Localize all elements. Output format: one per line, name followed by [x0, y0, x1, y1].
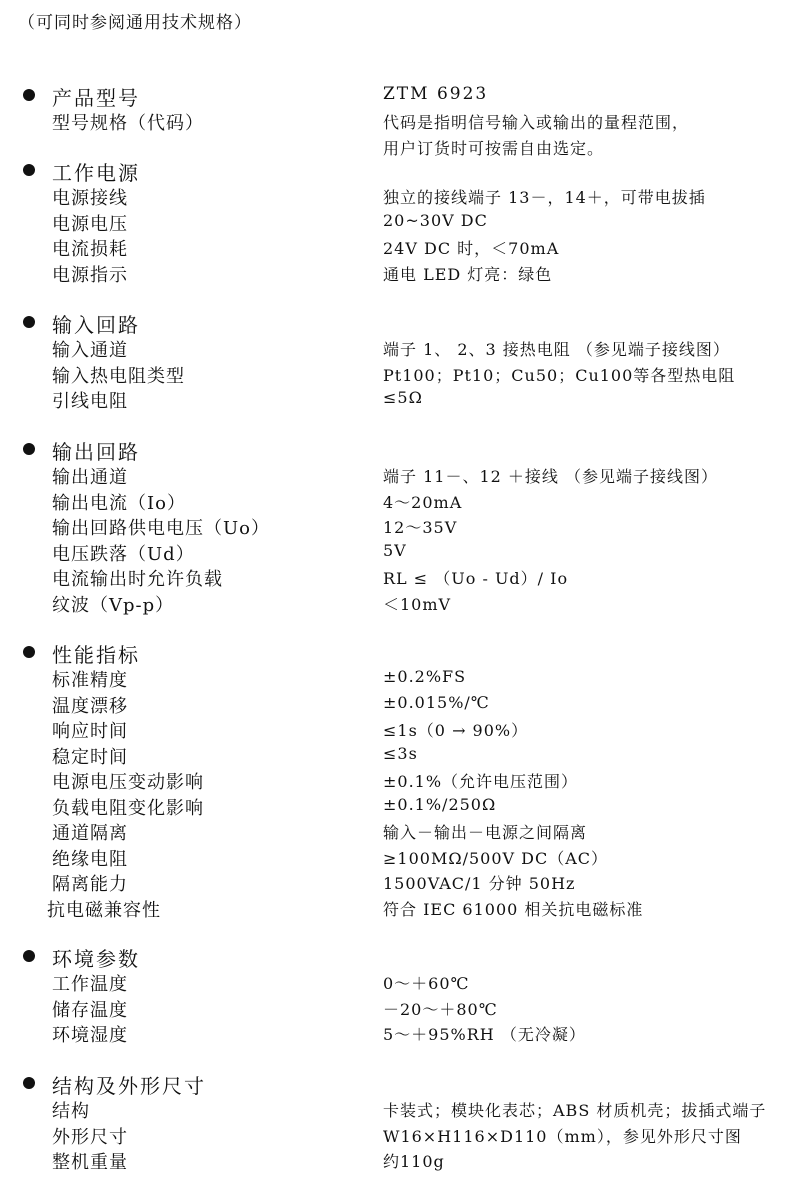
spec-row — [0, 108, 790, 134]
spec-value: ≤5Ω — [383, 388, 423, 407]
spec-value: 4～20mA — [383, 492, 463, 512]
spec-row — [0, 209, 790, 235]
spec-label: 通道隔离 — [52, 823, 128, 844]
spec-label: 电源电压 — [52, 213, 128, 235]
spec-value: RL ≤ （Uo - Ud）/ Io — [383, 569, 569, 588]
section-structure-dimensions — [0, 1070, 790, 1173]
spec-row — [0, 134, 790, 160]
spec-row — [0, 995, 790, 1021]
section-header — [0, 436, 790, 462]
spec-value: ±0.1%（允许电压范围） — [383, 772, 579, 791]
spec-label: 结构 — [52, 1101, 90, 1122]
bullet-icon — [23, 1077, 35, 1089]
spec-row — [0, 665, 790, 691]
spec-label: 电流输出时允许负载 — [52, 569, 223, 590]
bullet-icon — [23, 164, 35, 176]
spec-row — [0, 386, 790, 412]
spec-row — [0, 716, 790, 742]
spec-value: ≥100MΩ/500V DC（AC） — [383, 848, 609, 868]
spec-value: ±0.2%FS — [383, 667, 467, 686]
spec-row — [0, 742, 790, 768]
section-header — [0, 309, 790, 335]
section-output-circuit — [0, 436, 790, 615]
spec-row — [0, 462, 790, 488]
bullet-icon — [23, 950, 35, 962]
spec-row — [0, 1147, 790, 1173]
section-title: 环境参数 — [52, 947, 140, 971]
section-title: 产品型号 — [52, 86, 140, 110]
spec-row — [0, 844, 790, 870]
spec-label: 纹波（Vp-p） — [52, 594, 175, 616]
spec-value: 独立的接线端子 13－，14＋，可带电拔插 — [383, 188, 706, 207]
spec-value: W16×H116×D110（mm），参见外形尺寸图 — [383, 1126, 742, 1146]
section-header — [0, 82, 790, 108]
spec-value: 5～＋95%RH （无冷凝） — [383, 1025, 586, 1044]
spec-label: 电流损耗 — [52, 239, 128, 260]
bullet-icon — [23, 443, 35, 455]
spec-value: ±0.1%/250Ω — [383, 794, 497, 814]
model-number: ZTM 6923 — [383, 84, 489, 104]
spec-label: 抗电磁兼容性 — [47, 899, 161, 921]
spec-label: 整机重量 — [52, 1152, 128, 1173]
spec-row — [0, 691, 790, 717]
spec-row — [0, 969, 790, 995]
spec-value: Pt100；Pt10；Cu50；Cu100等各型热电阻 — [383, 365, 736, 385]
section-input-circuit — [0, 309, 790, 412]
spec-row — [0, 869, 790, 895]
reference-note: （可同时参阅通用技术规格） — [18, 13, 252, 33]
bullet-icon — [23, 316, 35, 328]
spec-row — [0, 488, 790, 514]
spec-value: ＜10mV — [383, 594, 452, 614]
spec-row — [0, 539, 790, 565]
spec-label: 储存温度 — [52, 999, 128, 1021]
section-title: 工作电源 — [52, 161, 140, 185]
spec-value: 通电 LED 灯亮：绿色 — [383, 264, 553, 284]
section-header — [0, 943, 790, 969]
spec-label: 电源接线 — [52, 188, 128, 209]
spec-label: 环境湿度 — [52, 1025, 128, 1046]
section-product-model — [0, 82, 790, 159]
spec-value: 0～＋60℃ — [383, 974, 470, 993]
spec-value: ≤3s — [383, 743, 418, 763]
spec-row — [0, 590, 790, 616]
spec-row — [0, 1122, 790, 1148]
spec-row — [0, 895, 790, 921]
spec-label: 负载电阻变化影响 — [52, 797, 204, 819]
section-title: 结构及外形尺寸 — [52, 1074, 206, 1098]
spec-label: 绝缘电阻 — [52, 848, 128, 870]
spec-row — [0, 1020, 790, 1046]
spec-value: 端子 11－、12 ＋接线 （参见端子接线图） — [383, 467, 718, 486]
spec-label: 电源指示 — [52, 264, 128, 286]
bullet-icon — [23, 646, 35, 658]
section-title: 输出回路 — [52, 440, 140, 464]
spec-value: 1500VAC/1 分钟 50Hz — [383, 874, 576, 893]
spec-value: 用户订货时可按需自由选定。 — [383, 138, 605, 158]
spec-label: 输入热电阻类型 — [52, 365, 185, 387]
spec-label: 电源电压变动影响 — [52, 772, 204, 793]
spec-row — [0, 234, 790, 260]
section-environment — [0, 943, 790, 1046]
spec-label: 型号规格（代码） — [52, 113, 204, 134]
spec-value: 端子 1、 2、3 接热电阻 （参见端子接线图） — [383, 340, 730, 359]
spec-row — [0, 513, 790, 539]
spec-value: 20~30V DC — [383, 210, 488, 230]
spec-value: 输入－输出－电源之间隔离 — [383, 823, 588, 842]
spec-label: 电压跌落（Ud） — [52, 543, 195, 565]
spec-value: 约110g — [383, 1152, 445, 1171]
spec-value: 符合 IEC 61000 相关抗电磁标准 — [383, 899, 644, 919]
spec-value: 卡装式；模块化表芯；ABS 材质机壳；拔插式端子 — [383, 1101, 767, 1120]
spec-value: ≤1s（0 → 90%） — [383, 721, 529, 740]
spec-label: 稳定时间 — [52, 746, 128, 768]
spec-label: 外形尺寸 — [52, 1126, 128, 1148]
spec-row — [0, 818, 790, 844]
spec-row — [0, 335, 790, 361]
section-power-supply — [0, 157, 790, 285]
spec-row — [0, 1096, 790, 1122]
spec-row — [0, 564, 790, 590]
spec-row — [0, 361, 790, 387]
spec-row — [0, 793, 790, 819]
spec-value: －20～＋80℃ — [383, 999, 498, 1019]
spec-row — [0, 260, 790, 286]
section-header — [0, 639, 790, 665]
spec-value: ±0.015%/℃ — [383, 692, 490, 712]
section-header — [0, 157, 790, 183]
spec-label: 标准精度 — [52, 670, 128, 691]
spec-value: 24V DC 时，＜70mA — [383, 239, 560, 258]
spec-label: 输出通道 — [52, 467, 128, 488]
spec-label: 输入通道 — [52, 340, 128, 361]
spec-value: 12～35V — [383, 518, 458, 537]
spec-row — [0, 767, 790, 793]
section-title: 输入回路 — [52, 313, 140, 337]
spec-value: 代码是指明信号输入或输出的量程范围， — [383, 113, 690, 132]
spec-label: 工作温度 — [52, 974, 128, 995]
spec-label: 输出电流（Io） — [52, 492, 186, 514]
section-header — [0, 1070, 790, 1096]
bullet-icon — [23, 89, 35, 101]
spec-label: 隔离能力 — [52, 874, 128, 895]
spec-label: 温度漂移 — [52, 695, 128, 717]
spec-label: 输出回路供电电压（Uo） — [52, 518, 271, 539]
spec-value: 5V — [383, 540, 407, 560]
spec-label: 引线电阻 — [52, 391, 128, 412]
spec-label: 响应时间 — [52, 721, 128, 742]
section-title: 性能指标 — [52, 643, 140, 667]
spec-row — [0, 183, 790, 209]
section-performance — [0, 639, 790, 920]
